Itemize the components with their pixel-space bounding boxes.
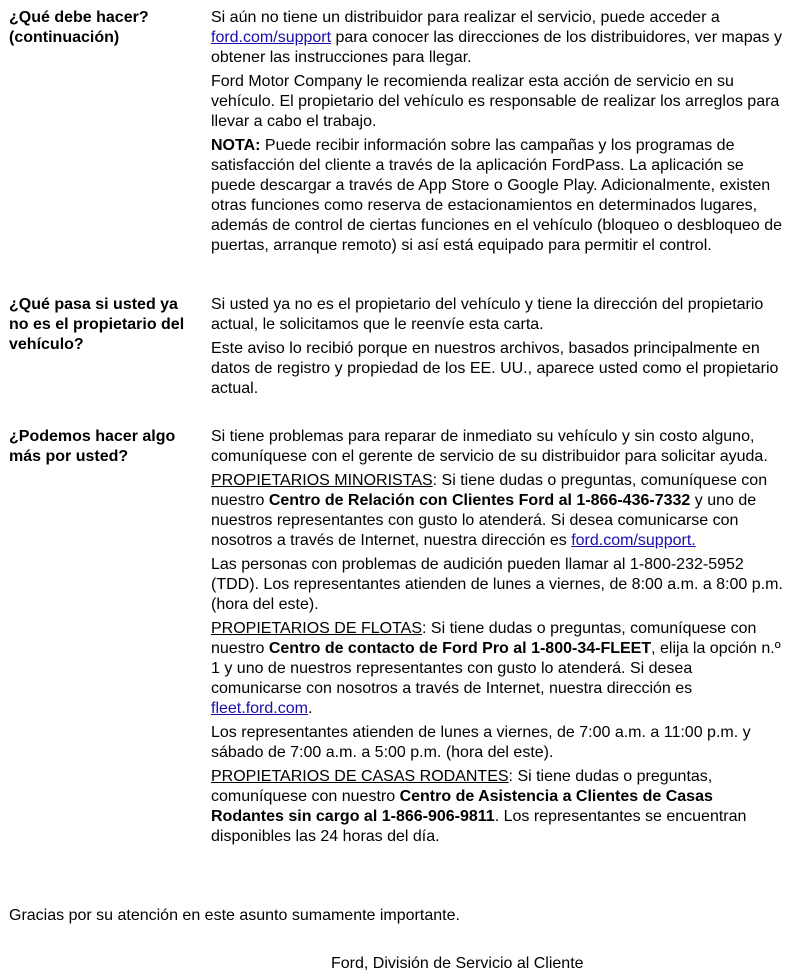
rv-owners-heading: PROPIETARIOS DE CASAS RODANTES — [211, 768, 509, 785]
service-manager-paragraph: Si tiene problemas para reparar de inmediato su vehículo y sin costo alguno, comuníquese con el gerente de servicio de su distribuidor para solicitar ayuda. — [211, 428, 768, 465]
records-paragraph: Este aviso lo recibió porque en nuestros archivos, basados principalmente en datos de registro y propiedad de los EE. UU., aparece usted como el propietario actual. — [211, 340, 779, 397]
note-label: NOTA: — [211, 137, 261, 154]
section-heading: ¿Qué pasa si usted ya no es el propietario del vehículo? — [9, 296, 185, 353]
section-body — [211, 295, 787, 403]
rv-contact-center: Centro de Asistencia a Clientes de Casas Rodantes sin cargo al 1-866-906-9811 — [211, 788, 713, 825]
signature: Ford, División de Servicio al Cliente — [331, 955, 584, 972]
section-heading: ¿Qué debe hacer? (continuación) — [9, 9, 149, 46]
recommendation-paragraph: Ford Motor Company le recomienda realizar esta acción de servicio en su vehículo. El propietario del vehículo es responsable de realizar los arreglos para llevar a cabo el trabajo. — [211, 73, 780, 130]
fleet-owners-heading: PROPIETARIOS DE FLOTAS — [211, 620, 422, 637]
section-body — [211, 8, 787, 260]
fleet-contact-center: Centro de contacto de Ford Pro al 1-800-34-FLEET — [268, 640, 652, 657]
ford-support-link[interactable]: ford.com/support. — [571, 532, 696, 549]
hearing-impaired-paragraph: Las personas con problemas de audición pueden llamar al 1-800-232-5952 (TDD). Los representantes atienden de lunes a viernes, de 8:00 a.m. a 8:00 p.m. (hora del este). — [211, 556, 783, 613]
retail-owners-paragraph: PROPIETARIOS MINORISTAS: Si tiene dudas o preguntas, comuníquese con nuestro Centro de Relación con Clientes Ford al 1-866-436-7332 y uno de nuestros representantes con gusto lo atenderá. Si desea comunicarse con nosotros a través de Internet, nuestra dirección es ford.com/support. — [211, 472, 768, 549]
retail-owners-heading: PROPIETARIOS MINORISTAS — [211, 472, 433, 489]
rv-owners-paragraph: PROPIETARIOS DE CASAS RODANTES: Si tiene dudas o preguntas, comuníquese con nuestro Centro de Asistencia a Clientes de Casas Rodantes sin cargo al 1-866-906-9811. Los representantes se encuentran disponibles las 24 horas del día. — [211, 768, 747, 845]
section-body — [211, 427, 787, 851]
ford-support-link[interactable]: ford.com/support — [211, 29, 332, 46]
note-paragraph: NOTA: Puede recibir información sobre las campañas y los programas de satisfacción del cliente a través de la aplicación FordPass. La aplicación se puede descargar a través de App Store o Google Play. Adicionalmente, existen otras funciones como reserva de estacionamientos en determinados lugares, además de control de ciertas funciones en el vehículo (bloqueo o desbloqueo de puertas, arranque remoto) si así está equipado para permitir el control. — [211, 137, 783, 254]
fleet-ford-link[interactable]: fleet.ford.com — [211, 700, 308, 717]
fleet-hours-paragraph: Los representantes atienden de lunes a viernes, de 7:00 a.m. a 11:00 p.m. y sábado de 7:00 a.m. a 5:00 p.m. (hora del este). — [211, 724, 751, 761]
section-heading: ¿Podemos hacer algo más por usted? — [9, 428, 176, 465]
closing-line: Gracias por su atención en este asunto sumamente importante. — [9, 907, 460, 924]
fleet-owners-paragraph: PROPIETARIOS DE FLOTAS: Si tiene dudas o preguntas, comuníquese con nuestro Centro de contacto de Ford Pro al 1-800-34-FLEET, elija la opción n.º 1 y uno de nuestros representantes con gusto lo atenderá. Si desea comunicarse con nosotros a través de Internet, nuestra dirección es fleet.ford.com. — [211, 620, 781, 717]
retail-contact-center: Centro de Relación con Clientes Ford al 1-866-436-7332 — [268, 492, 691, 509]
dealer-paragraph: Si aún no tiene un distribuidor para realizar el servicio, puede acceder a ford.com/support para conocer las direcciones de los distribuidores, ver mapas y obtener las instrucciones para llegar. — [211, 9, 782, 66]
forward-letter-paragraph: Si usted ya no es el propietario del vehículo y tiene la dirección del propietario actual, le solicitamos que le reenvíe esta carta. — [211, 296, 764, 333]
